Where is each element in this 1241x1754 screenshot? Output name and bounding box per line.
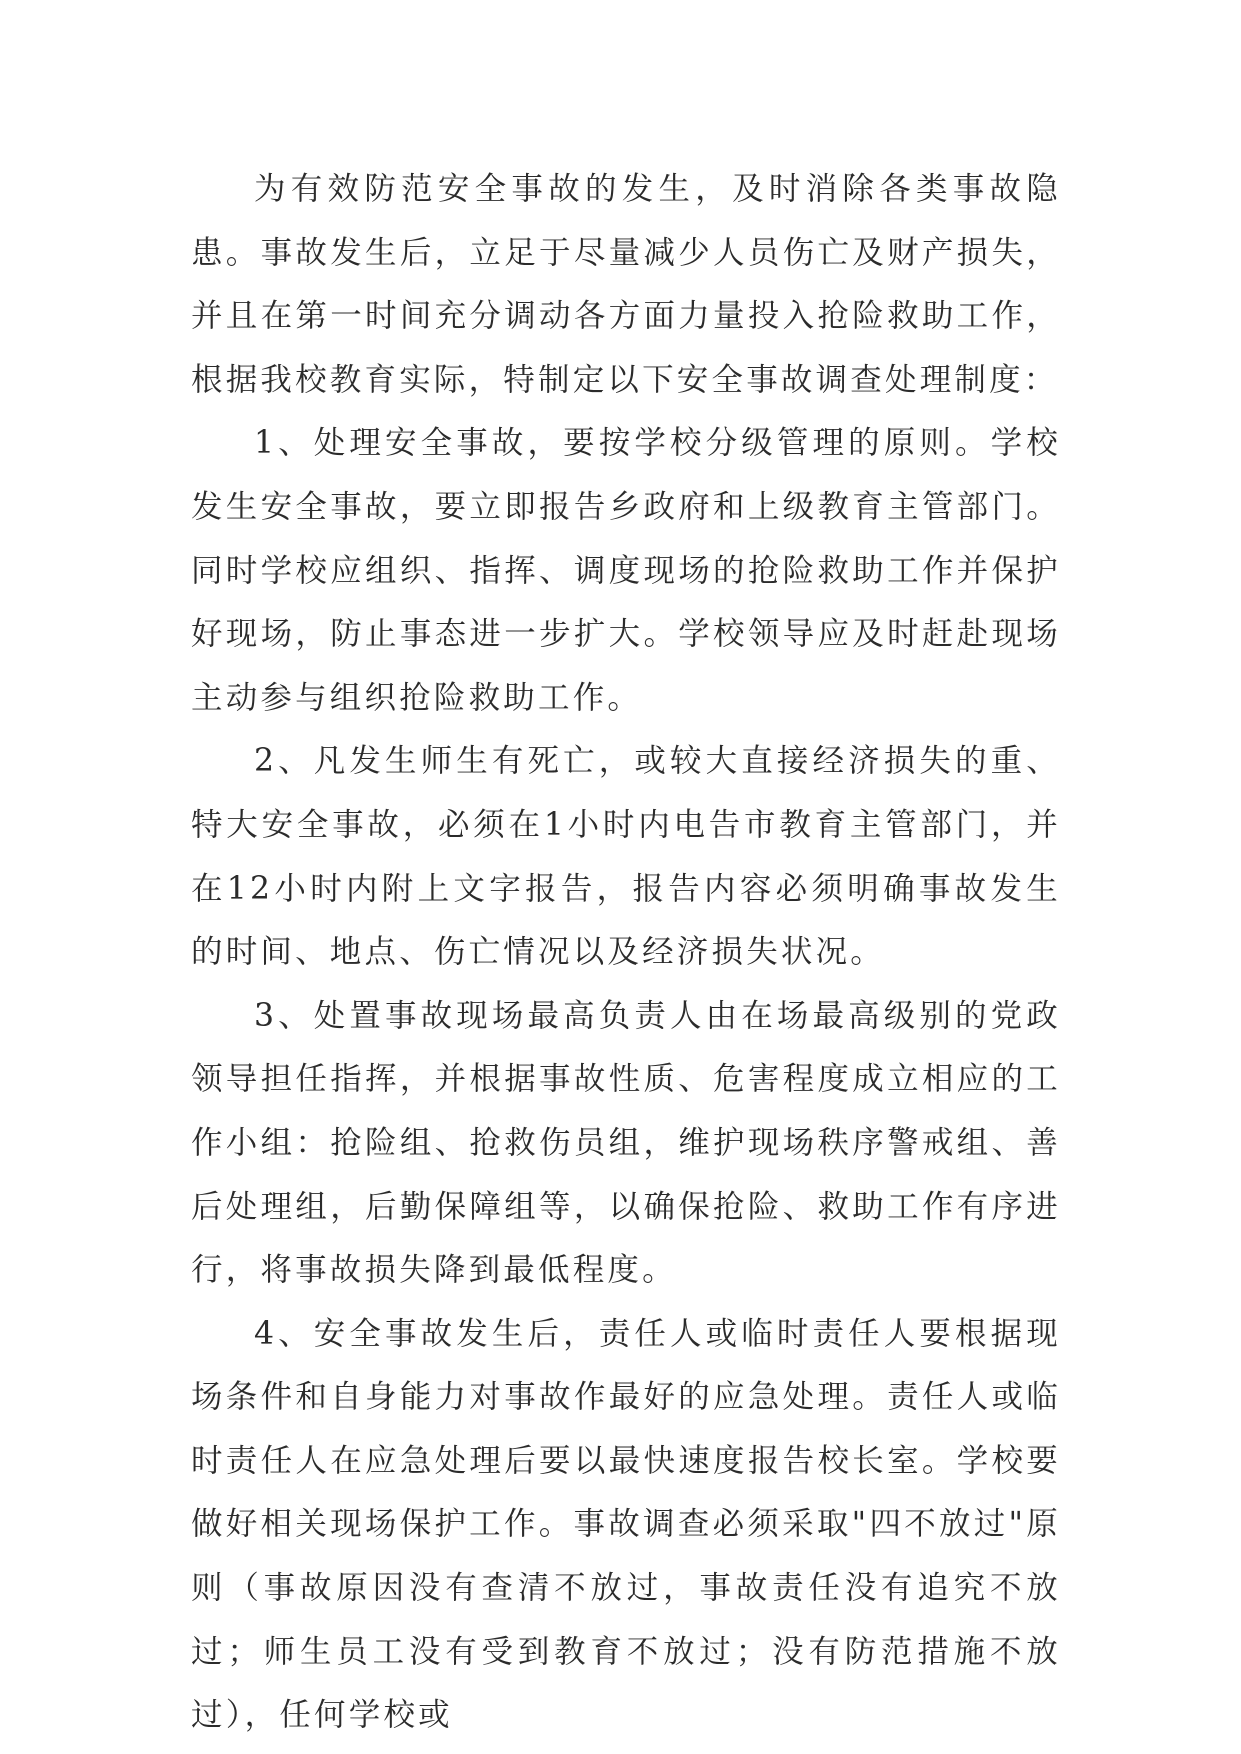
- paragraph-item-2: 2、凡发生师生有死亡，或较大直接经济损失的重、特大安全事故，必须在1小时内电告市教育主管部门，并在12小时内附上文字报告，报告内容必须明确事故发生的时间、地点、伤亡情况以及经济损失状况。: [191, 743, 1061, 971]
- paragraph-item-4: 4、安全事故发生后，责任人或临时责任人要根据现场条件和自身能力对事故作最好的应急处理。责任人或临时责任人在应急处理后要以最快速度报告校长室。学校要做好相关现场保护工作。事故调查必须采取"四不放过"原则（事故原因没有查清不放过，事故责任没有追究不放过；师生员工没有受到教育不放过；没有防范措施不放过），任何学校或: [191, 1315, 1061, 1734]
- paragraph-intro: 为有效防范安全事故的发生，及时消除各类事故隐患。事故发生后，立足于尽量减少人员伤亡及财产损失，并且在第一时间充分调动各方面力量投入抢险救助工作，根据我校教育实际，特制定以下安全事故调查处理制度：: [191, 171, 1061, 398]
- document-body: [191, 158, 1061, 1748]
- paragraph-item-3: 3、处置事故现场最高负责人由在场最高级别的党政领导担任指挥，并根据事故性质、危害程度成立相应的工作小组：抢险组、抢救伤员组，维护现场秩序警戒组、善后处理组，后勤保障组等，以确保抢险、救助工作有序进行，将事故损失降到最低程度。: [191, 997, 1061, 1289]
- paragraph-item-1: 1、处理安全事故，要按学校分级管理的原则。学校发生安全事故，要立即报告乡政府和上级教育主管部门。同时学校应组织、指挥、调度现场的抢险救助工作并保护好现场，防止事态进一步扩大。学校领导应及时赶赴现场主动参与组织抢险救助工作。: [191, 425, 1061, 716]
